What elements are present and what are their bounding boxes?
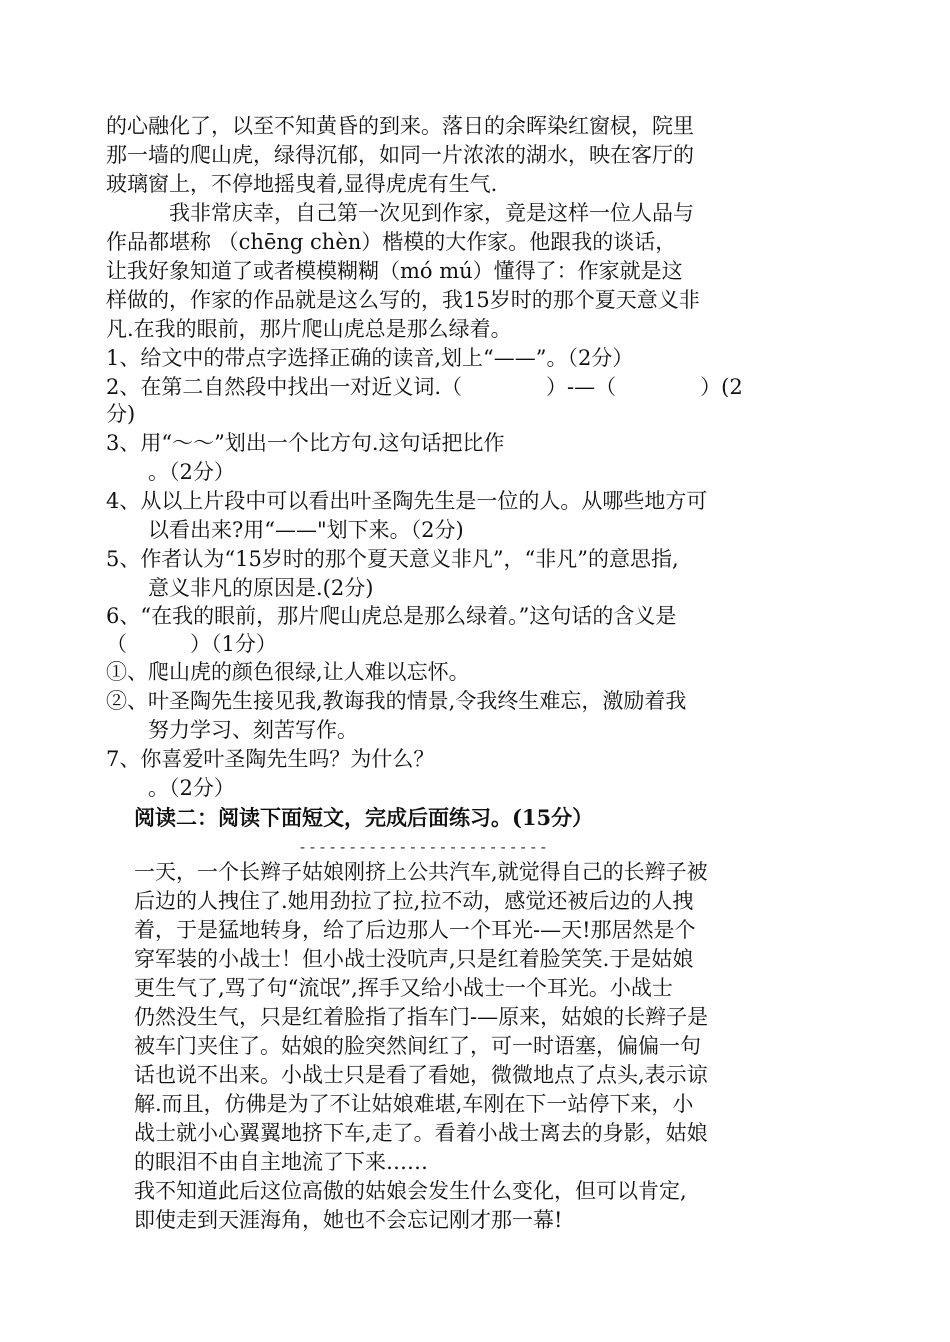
section-2-title: 阅读二：阅读下面短文，完成后面练习。(15分） [134,805,594,830]
passage2-line: 一天，一个长辫子姑娘刚挤上公共汽车,就觉得自己的长辫子被 [134,860,708,884]
question-4-cont: 以看出来?用“——"划下来。（2分) [106,518,464,542]
passage2-line: 的眼泪不由自主地流了下来…… [134,1150,428,1174]
question-3-cont: 。（2分） [106,460,235,484]
passage2-line: 被车门夹住了。姑娘的脸突然间红了，可一时语塞，偏偏一句 [134,1034,701,1058]
passage2-line: 着，于是猛地转身，给了后边那人一个耳光-—天!那居然是个 [134,918,696,942]
passage2-line: 即使走到天涯海角，她也不会忘记刚才那一幕! [134,1208,563,1232]
passage2-line: 我不知道此后这位高傲的姑娘会发生什么变化，但可以肯定, [134,1179,687,1203]
passage1-line: 我非常庆幸，自己第一次见到作家，竟是这样一位人品与 [106,201,694,225]
passage2-line: 仍然没生气，只是红着脸指了指车门-—原来，姑娘的长辫子是 [134,1005,709,1029]
question-7: 7、你喜爱叶圣陶先生吗？为什么？ [106,747,435,771]
question-6-option-2-cont: 努力学习、刻苦写作。 [106,718,358,742]
question-5-cont: 意义非凡的原因是.(2分) [106,576,374,600]
passage1-line: 玻璃窗上，不停地摇曳着,显得虎虎有生气. [106,172,498,196]
question-6-cont: （ ）（1分） [106,632,277,656]
question-5: 5、作者认为“15岁时的那个夏天意义非凡”，“非凡”的意思指, [106,547,679,571]
passage2-line: 话也说不出来。小战士只是看了看她，微微地点了点头,表示谅 [134,1063,708,1087]
passage2-line: 解.而且，仿佛是为了不让姑娘难堪,车刚在下一站停下来，小 [134,1092,694,1116]
question-4: 4、从以上片段中可以看出叶圣陶先生是一位的人。从哪些地方可 [106,489,708,513]
question-2-cont: 分) [106,402,136,426]
passage1-line: 的心融化了，以至不知黄昏的到来。落日的余晖染红窗棂，院里 [106,114,694,138]
passage2-line: 战士就小心翼翼地挤下车,走了。看着小战士离去的身影，姑娘 [134,1121,708,1145]
passage2-line: 更生气了,骂了句“流氓”,挥手又给小战士一个耳光。小战士 [134,976,673,1000]
passage2-line: 后边的人拽住了.她用劲拉了拉,拉不动，感觉还被后边的人拽 [134,889,694,913]
title-blank-line: ------------------------- [298,838,549,856]
passage1-line: 凡.在我的眼前，那片爬山虎总是那么绿着。 [106,317,512,341]
passage1-line: 那一墙的爬山虎，绿得沉郁，如同一片浓浓的湖水，映在客厅的 [106,143,694,167]
passage1-line: 作品都堪称 （chēng chèn）楷模的大作家。他跟我的谈话， [106,230,677,254]
question-6: 6、“在我的眼前，那片爬山虎总是那么绿着。”这句话的含义是 [106,604,677,628]
passage2-line: 穿军装的小战士！但小战士没吭声,只是红着脸笑笑.于是姑娘 [134,947,694,971]
passage1-line: 让我好象知道了或者模模糊糊（mó mú）懂得了：作家就是这 [106,259,683,283]
question-6-option-1: ①、爬山虎的颜色很绿,让人难以忘怀。 [106,660,470,684]
question-6-option-2: ②、叶圣陶先生接见我,教诲我的情景,令我终生难忘，激励着我 [106,689,687,713]
question-7-cont: 。（2分） [106,776,235,800]
question-3: 3、用“～～”划出一个比方句.这句话把比作 [106,431,505,455]
question-1: 1、给文中的带点字选择正确的读音,划上“——”。（2分） [106,346,634,370]
question-2: 2、在第二自然段中找出一对近义词.（ ）-—（ ）(2 [106,375,743,399]
passage1-line: 样做的，作家的作品就是这么写的，我15岁时的那个夏天意义非 [106,288,700,312]
